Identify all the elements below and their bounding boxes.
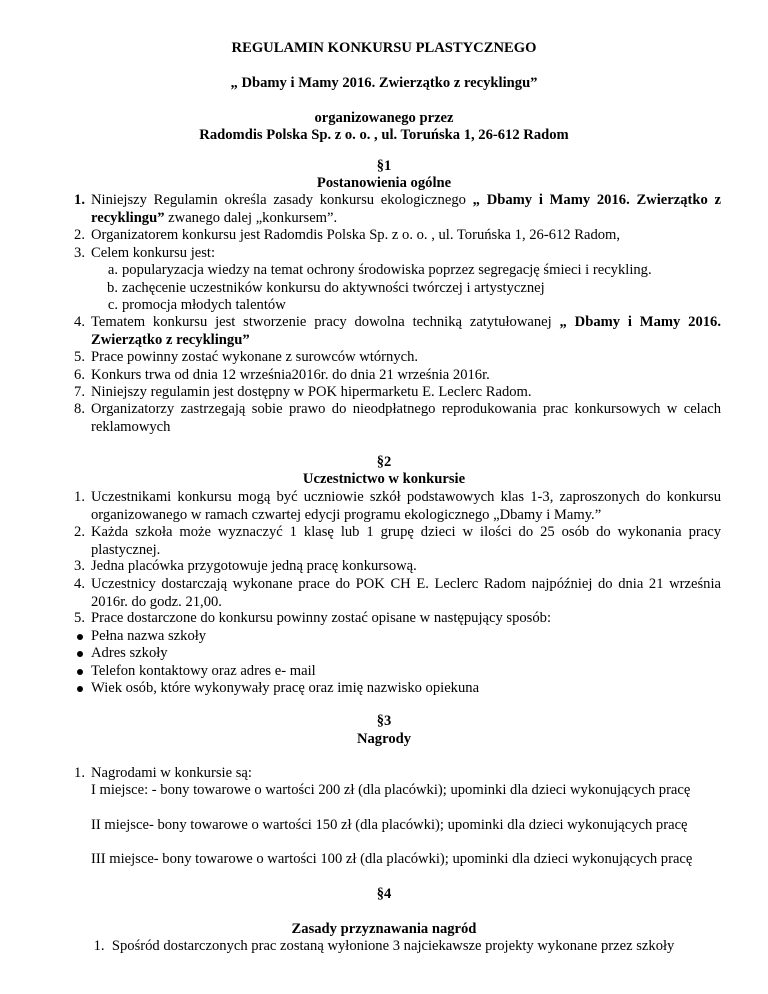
list-number: 2.: [74, 227, 85, 243]
list-text: Organizatorem konkursu jest Radomdis Polska Sp. z o. o. , ul. Toruńska 1, 26-612 Radom,: [91, 227, 621, 243]
list-number: 4.: [74, 576, 85, 592]
bullet-icon: [77, 651, 83, 657]
section-1-number: §1: [376, 158, 392, 174]
list-number: 5.: [74, 349, 85, 365]
list-number: 4.: [74, 314, 85, 330]
list-number: 6.: [74, 367, 85, 383]
list-text: Prace powinny zostać wykonane z surowców wtórnych.: [91, 349, 419, 365]
list-text: Każda szkoła może wyznaczyć 1 klasę lub 1 grupę dzieci w ilości do 25 osób do wykonania pracy plastycznej.: [91, 524, 721, 558]
list-number: 1.: [74, 489, 85, 505]
bullet-icon: [77, 686, 83, 692]
section-3-number: §3: [376, 713, 392, 729]
section-2-number: §2: [376, 454, 392, 470]
contest-name: „ Dbamy i Mamy 2016. Zwierzątko z recyklingu”: [230, 75, 538, 91]
s4-item-1: 1. Spośród dostarczonych prac zostaną wyłonione 3 najciekawsze projekty wykonane przez szkoły: [93, 938, 675, 954]
list-number: 8.: [74, 401, 85, 417]
section-4-title: Zasady przyznawania nagród: [291, 921, 477, 937]
list-number: 1.: [74, 192, 85, 208]
list-text: Uczestnikami konkursu mogą być uczniowie szkół podstawowych klas 1-3, zaproszonych do konkursu organizowanego w ramach czwartej edycji programu ekologicznego „Dbamy i Mamy.”: [91, 489, 721, 523]
list-text: Nagrodami w konkursie są:: [91, 765, 252, 781]
section-4-number: §4: [376, 886, 392, 902]
list-text: Konkurs trwa od dnia 12 września2016r. do dnia 21 września 2016r.: [91, 367, 490, 383]
bullet-icon: [77, 634, 83, 640]
sub-text: zachęcenie uczestników konkursu do aktywności twórczej i artystycznej: [122, 280, 545, 296]
section-2-title: Uczestnictwo w konkursie: [302, 471, 466, 487]
bullet-text: Adres szkoły: [91, 645, 168, 661]
bullet-text: Pełna nazwa szkoły: [91, 628, 207, 644]
organized-by: organizowanego przez: [314, 110, 454, 126]
list-text: Jedna placówka przygotowuje jedną pracę konkursową.: [91, 558, 417, 574]
document-title: REGULAMIN KONKURSU PLASTYCZNEGO: [231, 40, 537, 56]
list-text: Tematem konkursu jest stworzenie pracy dowolna techniką zatytułowanej „ Dbamy i Mamy 2016. Zwierzątko z recyklingu”: [91, 314, 721, 348]
list-number: 5.: [74, 610, 85, 626]
prize-third: III miejsce- bony towarowe o wartości 100 zł (dla placówki); upominki dla dzieci wykonujących pracę: [91, 851, 693, 867]
section-1-title: Postanowienia ogólne: [316, 175, 452, 191]
sub-letter: c.: [107, 297, 118, 313]
bullet-icon: [77, 669, 83, 675]
sub-text: popularyzacja wiedzy na temat ochrony środowiska poprzez segregację śmieci i recykling.: [122, 262, 652, 278]
list-number: 7.: [74, 384, 85, 400]
list-number: 2.: [74, 524, 85, 540]
list-text: Niniejszy regulamin jest dostępny w POK hipermarketu E. Leclerc Radom.: [91, 384, 532, 400]
bullet-text: Wiek osób, które wykonywały pracę oraz imię nazwisko opiekuna: [91, 680, 480, 696]
list-number: 1.: [74, 765, 85, 781]
list-text: Organizatorzy zastrzegają sobie prawo do nieodpłatnego reprodukowania prac konkursowych w celach reklamowych: [91, 401, 721, 435]
prize-second: II miejsce- bony towarowe o wartości 150 zł (dla placówki); upominki dla dzieci wykonujących pracę: [91, 817, 688, 833]
list-text: Celem konkursu jest:: [91, 245, 216, 261]
list-text: Prace dostarczone do konkursu powinny zostać opisane w następujący sposób:: [91, 610, 551, 626]
prize-first: I miejsce: - bony towarowe o wartości 200 zł (dla placówki); upominki dla dzieci wykonujących pracę: [91, 782, 691, 798]
list-text: Niniejszy Regulamin określa zasady konkursu ekologicznego „ Dbamy i Mamy 2016. Zwierzątko z recyklingu” zwanego dalej „konkursem”.: [91, 192, 721, 226]
organizer-line: Radomdis Polska Sp. z o. o. , ul. Toruńska 1, 26-612 Radom: [199, 127, 569, 143]
sub-letter: a.: [107, 262, 118, 278]
list-number: 3.: [74, 245, 85, 261]
list-number: 3.: [74, 558, 85, 574]
section-3-title: Nagrody: [356, 731, 412, 747]
sub-letter: b.: [107, 280, 118, 296]
bullet-text: Telefon kontaktowy oraz adres e- mail: [91, 663, 316, 679]
sub-text: promocja młodych talentów: [122, 297, 286, 313]
list-text: Uczestnicy dostarczają wykonane prace do POK CH E. Leclerc Radom najpóźniej do dnia 21 września 2016r. do godz. 21,00.: [91, 576, 721, 610]
